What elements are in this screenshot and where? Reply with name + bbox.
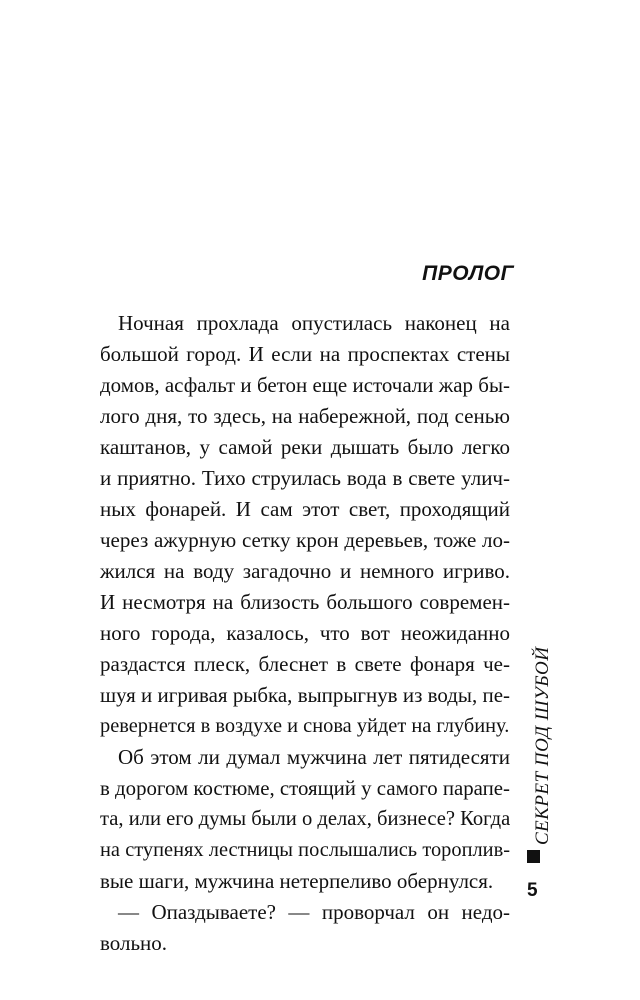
- text-line: Об этом ли думал мужчина лет пятидесяти: [118, 745, 510, 769]
- text-line: та, или его думы были о делах, бизнесе? Когда: [100, 808, 511, 830]
- page-number: 5: [527, 880, 538, 901]
- text-line: через ажурную сетку крон деревьев, тоже ло-: [100, 528, 510, 552]
- square-marker-icon: [527, 850, 540, 863]
- running-title: СЕКРЕТ ПОД ШУБОЙ: [532, 646, 553, 845]
- text-line: шуя и игривая рыбка, выпрыгнув из воды, пе-: [100, 683, 510, 707]
- text-line: на ступенях лестницы послышались тороплив-: [100, 839, 510, 861]
- text-line: ных фонарей. И сам этот свет, проходящий: [100, 497, 510, 521]
- text-line: каштанов, у самой реки дышать было легко: [100, 435, 510, 459]
- text-line: жился на воду загадочно и немного игриво.: [100, 559, 510, 583]
- text-line: ревернется в воздухе и снова уйдет на глубину.: [100, 715, 510, 737]
- text-line: Ночная прохлада опустилась наконец на: [118, 311, 510, 335]
- chapter-title: ПРОЛОГ: [422, 262, 514, 285]
- text-line: вые шаги, мужчина нетерпеливо обернулся.: [100, 869, 494, 893]
- text-line: И несмотря на близость большого современ-: [100, 590, 510, 614]
- text-line: ного города, казалось, что вот неожиданно: [100, 621, 510, 645]
- text-line: домов, асфальт и бетон еще источали жар бы-: [100, 373, 510, 397]
- text-line: — Опаздываете? — проворчал он недо-: [118, 900, 510, 924]
- prologue-text: [100, 308, 510, 959]
- text-line: в дорогом костюме, стоящий у самого парапе-: [100, 776, 510, 800]
- text-line: лого дня, то здесь, на набережной, под сенью: [100, 404, 510, 428]
- text-line: вольно.: [100, 931, 168, 955]
- text-line: и приятно. Тихо струилась вода в свете улич-: [100, 466, 510, 490]
- text-line: большой город. И если на проспектах стены: [100, 342, 510, 366]
- text-line: раздастся плеск, блеснет в свете фонаря че-: [100, 652, 510, 676]
